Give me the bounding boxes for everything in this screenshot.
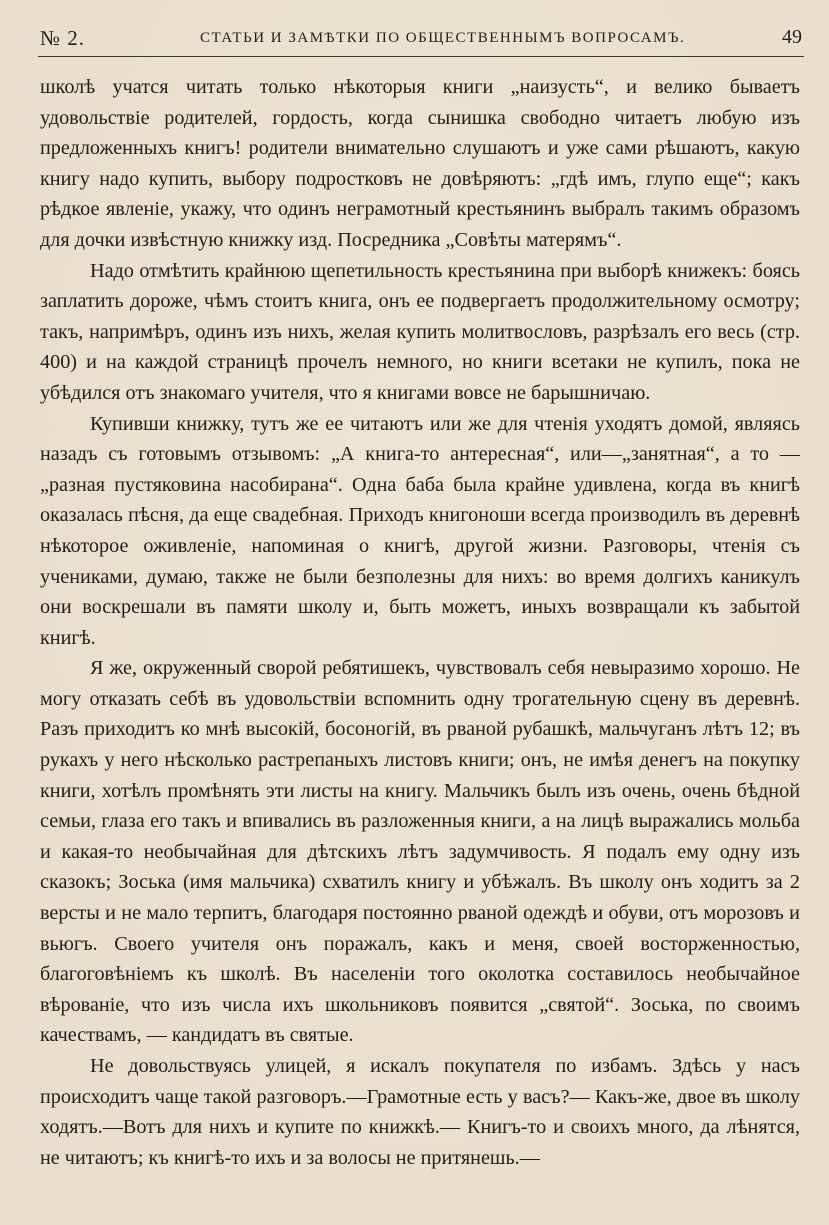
paragraph-2: Надо отмѣтить крайнюю щепетильность крестьянина при выборѣ книжекъ: боясь заплатить дороже, чѣмъ стоитъ книга, онъ ее подвергаетъ продолжительному осмотру; такъ, напримѣръ, одинъ изъ нихъ, желая купить молитвословъ, разрѣзалъ его весь (стр. 400) и на каждой страницѣ прочелъ немного, но книги всетаки не купилъ, пока не убѣдился отъ знакомаго учителя, что я книгами вовсе не барышничаю. bbox=[40, 259, 800, 404]
header-rule bbox=[38, 56, 804, 57]
issue-number: № 2. bbox=[40, 26, 86, 50]
paragraph-1: школѣ учатся читать только нѣкоторыя книги „наизусть“, и велико бываетъ удовольствіе родителей, гордость, когда сынишка свободно читаетъ любую изъ предложенныхъ книгъ! родители внимательно слушаютъ и уже сами рѣшаютъ, какую книгу надо купить, выбору подростковъ не довѣряютъ: „гдѣ имъ, глупо еще“; какъ рѣдкое явленіе, укажу, что одинъ неграмотный крестьянинъ выбралъ такимъ образомъ для дочки извѣстную книжку изд. Посредника „Совѣты матерямъ“. bbox=[40, 76, 800, 251]
running-header bbox=[40, 24, 802, 54]
paragraph-3: Купивши книжку, тутъ же ее читаютъ или же для чтенія уходятъ домой, являясь назадъ съ готовымъ отзывомъ: „А книга-то антересная“, или—„занятная“, а то — „разная пустяковина насобирана“. Одна баба была крайне удивлена, когда въ книгѣ оказалась пѣсня, да еще свадебная. Приходъ книгоноши всегда производилъ въ деревнѣ нѣкоторое оживленіе, напоминая о книгѣ, другой жизни. Разговоры, чтенія съ учениками, думаю, также не были безполезны для нихъ: во время долгихъ каникулъ они воскрешали въ памяти школу и, быть можетъ, иныхъ возвращали къ забытой книгѣ. bbox=[40, 412, 800, 649]
paragraph-5: Не довольствуясь улицей, я искалъ покупателя по избамъ. Здѣсь у насъ происходитъ чаще такой разговоръ.—Грамотные есть у васъ?— Какъ-же, двое въ школу ходятъ.—Вотъ для нихъ и купите по книжкѣ.— Книгъ-то и своихъ много, да лѣнятся, не читаютъ; къ книгѣ-то ихъ и за волосы не притянешь.— bbox=[40, 1055, 800, 1169]
paragraph-4: Я же, окруженный сворой ребятишекъ, чувствовалъ себя невыразимо хорошо. Не могу отказать себѣ въ удовольствіи вспомнить одну трогательную сцену въ деревнѣ. Разъ приходитъ ко мнѣ высокій, босоногій, въ рваной рубашкѣ, мальчуганъ лѣтъ 12; въ рукахъ у него нѣсколько растрепаныхъ листовъ книги; онъ, не имѣя денегъ на покупку книги, хотѣлъ промѣнять эти листы на книгу. Мальчикъ былъ изъ очень, очень бѣдной семьи, глаза его такъ и впивались въ разложенныя книги, а на лицѣ выражались мольба и какая-то необычайная для дѣтскихъ лѣтъ задумчивость. Я подалъ ему одну изъ сказокъ; Зоська (имя мальчика) схватилъ книгу и убѣжалъ. Въ школу онъ ходитъ за 2 версты и не мало терпитъ, благодаря постоянно рваной одеждѣ и обуви, отъ морозовъ и вьюгъ. Своего учителя онъ поражалъ, какъ и меня, своей восторженностью, благоговѣніемъ къ школѣ. Въ населеніи того околотка составилось необычайное вѣрованіе, что изъ числа ихъ школьниковъ появится „святой“. Зоська, по своимъ качествамъ, — кандидатъ въ святые. bbox=[40, 657, 800, 1047]
body-text bbox=[40, 72, 800, 1173]
running-title: СТАТЬИ И ЗАМѢТКИ ПО ОБЩЕСТВЕННЫМЪ ВОПРОСАМЪ. bbox=[200, 30, 686, 46]
page-number: 49 bbox=[782, 26, 802, 48]
